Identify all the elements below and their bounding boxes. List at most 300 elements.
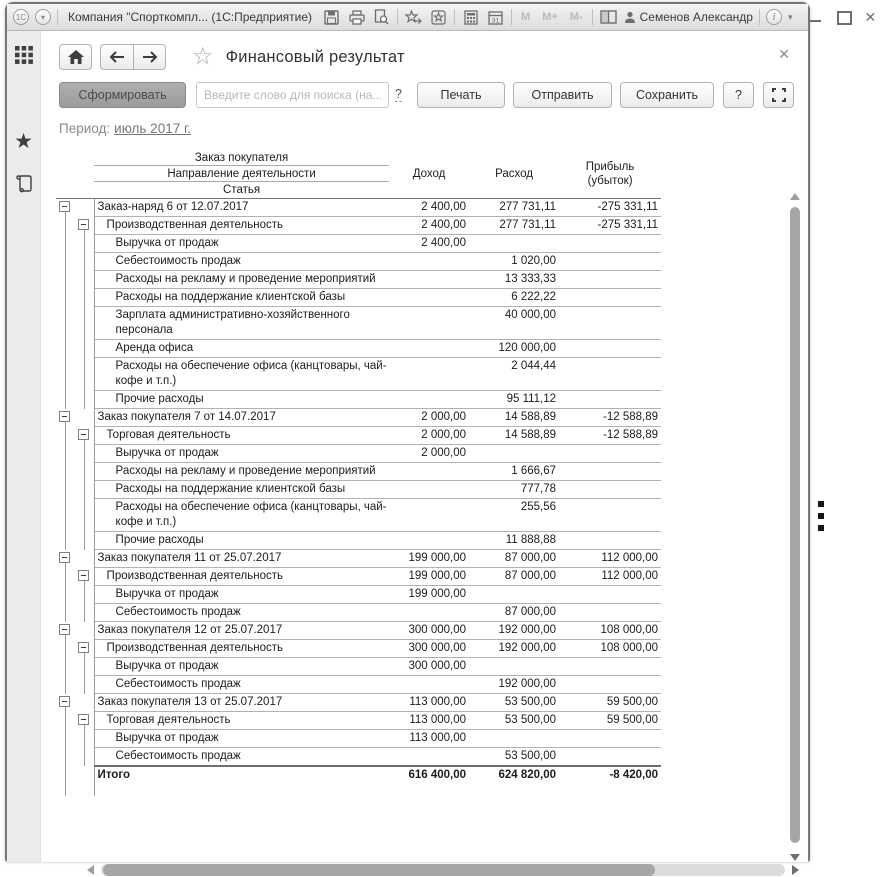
tree-cell <box>74 730 94 748</box>
income-cell[interactable]: 2 400,00 <box>389 217 469 235</box>
income-cell[interactable] <box>389 532 469 550</box>
row-label[interactable]: Заказ покупателя 11 от 25.07.2017 <box>94 550 389 568</box>
income-cell[interactable] <box>389 676 469 694</box>
tree-cell <box>56 568 74 586</box>
income-cell[interactable]: 300 000,00 <box>389 640 469 658</box>
profit-cell[interactable] <box>559 340 661 358</box>
tree-cell <box>74 784 94 796</box>
expense-cell[interactable] <box>469 445 559 463</box>
row-label[interactable]: Выручка от продаж <box>94 445 389 463</box>
tree-cell <box>74 340 94 358</box>
tree-cell <box>74 289 94 307</box>
expense-cell[interactable]: 192 000,00 <box>469 640 559 658</box>
row-label[interactable]: Выручка от продаж <box>94 235 389 253</box>
send-button[interactable]: Отправить <box>513 82 612 108</box>
expense-cell[interactable]: 87 000,00 <box>469 550 559 568</box>
tree-cell <box>74 391 94 409</box>
tree-cell <box>74 445 94 463</box>
stub-cell <box>94 784 661 796</box>
income-cell[interactable]: 2 400,00 <box>389 235 469 253</box>
income-cell[interactable]: 199 000,00 <box>389 586 469 604</box>
tree-cell <box>74 307 94 340</box>
fullscreen-icon <box>772 88 786 102</box>
maximize-button[interactable] <box>836 11 850 23</box>
report-total-row <box>56 766 661 784</box>
income-cell[interactable]: 113 000,00 <box>389 694 469 712</box>
report-row <box>56 340 661 358</box>
memory-m-plus-button[interactable]: M+ <box>542 11 558 23</box>
report-row <box>56 622 661 640</box>
row-label[interactable]: Выручка от продаж <box>94 586 389 604</box>
1c-logo-icon[interactable]: 1С <box>13 9 29 25</box>
tree-expander-collapse[interactable] <box>78 642 89 653</box>
tree-cell <box>56 271 74 289</box>
income-cell[interactable] <box>389 271 469 289</box>
form-header <box>41 31 808 70</box>
row-label[interactable]: Заказ-наряд 6 от 12.07.2017 <box>94 199 389 217</box>
profit-cell[interactable] <box>559 748 661 767</box>
close-window-button[interactable]: ✕ <box>864 9 877 25</box>
row-label[interactable]: Расходы на поддержание клиентской базы <box>94 481 389 499</box>
profit-cell[interactable] <box>559 604 661 622</box>
report-grid <box>56 150 808 796</box>
profit-cell[interactable]: 108 000,00 <box>559 640 661 658</box>
profit-cell[interactable] <box>559 463 661 481</box>
history-icon[interactable] <box>15 174 33 199</box>
row-label[interactable]: Выручка от продаж <box>94 730 389 748</box>
memory-m-button[interactable]: M <box>521 11 531 23</box>
report-row <box>56 550 661 568</box>
tree-expander-collapse[interactable] <box>78 714 89 725</box>
tree-expander-collapse[interactable] <box>59 411 70 422</box>
tree-cell <box>74 568 94 586</box>
expense-cell[interactable]: 95 111,12 <box>469 391 559 409</box>
profit-cell[interactable] <box>559 235 661 253</box>
profit-cell[interactable]: 59 500,00 <box>559 712 661 730</box>
app-window <box>5 2 877 862</box>
row-label[interactable]: Расходы на обеспечение офиса (канцтовары, чай-кофе и т.п.) <box>94 358 389 391</box>
search-help-link[interactable]: ? <box>395 87 402 101</box>
row-label[interactable]: Заказ покупателя 13 от 25.07.2017 <box>94 694 389 712</box>
row-label[interactable]: Торговая деятельность <box>94 712 389 730</box>
row-label[interactable]: Себестоимость продаж <box>94 748 389 767</box>
profit-cell[interactable] <box>559 271 661 289</box>
main-menu-dropdown-icon[interactable]: ▾ <box>35 9 51 25</box>
user-icon <box>624 11 636 24</box>
split-panel-icon[interactable] <box>599 8 618 26</box>
tree-expander-collapse[interactable] <box>78 219 89 230</box>
page-title: Финансовый результат <box>225 47 405 66</box>
row-label[interactable]: Себестоимость продаж <box>94 253 389 271</box>
row-label[interactable]: Расходы на рекламу и проведение мероприятий <box>94 271 389 289</box>
tree-cell <box>74 481 94 499</box>
tree-cell <box>74 586 94 604</box>
report-row <box>56 289 661 307</box>
row-label[interactable]: Итого <box>94 766 389 784</box>
header-expense: Расход <box>469 150 559 199</box>
profit-cell[interactable] <box>559 307 661 340</box>
report-row <box>56 694 661 712</box>
tree-cell <box>56 748 74 767</box>
profit-cell[interactable]: 112 000,00 <box>559 568 661 586</box>
report-row <box>56 640 661 658</box>
tree-cell <box>56 766 74 784</box>
row-label[interactable]: Расходы на рекламу и проведение мероприятий <box>94 463 389 481</box>
income-cell[interactable]: 300 000,00 <box>389 658 469 676</box>
income-cell[interactable] <box>389 391 469 409</box>
profit-cell[interactable]: -12 588,89 <box>559 427 661 445</box>
income-cell[interactable]: 113 000,00 <box>389 730 469 748</box>
row-label[interactable]: Торговая деятельность <box>94 427 389 445</box>
income-cell[interactable]: 300 000,00 <box>389 622 469 640</box>
header-income: Доход <box>389 150 469 199</box>
expense-cell[interactable]: 277 731,11 <box>499 201 557 213</box>
tree-cell <box>56 550 74 568</box>
scroll-down-icon[interactable] <box>790 854 800 861</box>
expense-cell[interactable]: 255,56 <box>469 499 559 532</box>
expense-cell[interactable]: 53 500,00 <box>469 694 559 712</box>
tree-cell <box>56 427 74 445</box>
tree-cell <box>74 694 94 712</box>
report-row <box>56 463 661 481</box>
income-cell[interactable] <box>389 307 469 340</box>
tree-cell <box>56 307 74 340</box>
tree-cell <box>74 604 94 622</box>
tree-cell <box>74 622 94 640</box>
forward-button[interactable] <box>133 44 166 70</box>
profit-cell[interactable]: 59 500,00 <box>559 694 661 712</box>
expense-cell[interactable]: 87 000,00 <box>469 568 559 586</box>
expense-cell[interactable]: 2 044,44 <box>469 358 559 391</box>
tree-expander-collapse[interactable] <box>78 570 89 581</box>
expense-cell[interactable] <box>469 586 559 604</box>
scroll-up-icon[interactable] <box>790 193 800 200</box>
tree-cell <box>74 499 94 532</box>
tree-expander-collapse[interactable] <box>59 552 70 563</box>
tree-cell <box>74 217 94 235</box>
tree-cell <box>74 358 94 391</box>
income-cell[interactable]: 2 000,00 <box>389 427 469 445</box>
profit-cell[interactable] <box>559 391 661 409</box>
expense-cell[interactable]: 40 000,00 <box>469 307 559 340</box>
report-row <box>56 427 661 445</box>
expense-cell[interactable]: 192 000,00 <box>469 676 559 694</box>
expense-cell[interactable]: 87 000,00 <box>469 604 559 622</box>
row-label[interactable]: Выручка от продаж <box>94 658 389 676</box>
row-label[interactable]: Расходы на обеспечение офиса (канцтовары, чай-кофе и т.п.) <box>94 499 389 532</box>
report-row <box>56 391 661 409</box>
row-label[interactable]: Заказ покупателя 12 от 25.07.2017 <box>94 622 389 640</box>
expense-cell[interactable]: 192 000,00 <box>469 622 559 640</box>
profit-cell[interactable]: -275 331,11 <box>559 217 661 235</box>
profit-cell[interactable]: -275 331,11 <box>597 201 659 213</box>
header-item: Статья <box>223 184 261 196</box>
report-row <box>56 445 661 463</box>
report-form <box>41 31 808 862</box>
profit-cell[interactable] <box>559 289 661 307</box>
row-label[interactable]: Производственная деятельность <box>94 568 389 586</box>
search-input[interactable] <box>196 82 389 108</box>
info-icon[interactable]: i <box>766 9 782 25</box>
tree-cell <box>74 550 94 568</box>
expense-cell[interactable]: 11 888,88 <box>469 532 559 550</box>
tree-cell <box>74 640 94 658</box>
tree-expander-collapse[interactable] <box>59 201 70 212</box>
add-favorite-icon[interactable] <box>429 8 448 26</box>
row-label[interactable]: Заказ покупателя 7 от 14.07.2017 <box>94 409 389 427</box>
tree-expander-collapse[interactable] <box>59 696 70 707</box>
period-label: Период: <box>59 121 111 136</box>
report-row <box>56 568 661 586</box>
income-cell[interactable] <box>389 463 469 481</box>
user-name: Семенов Александр <box>639 10 753 24</box>
expense-cell[interactable]: 1 666,67 <box>469 463 559 481</box>
help-button[interactable]: ? <box>723 82 754 108</box>
report-row <box>56 658 661 676</box>
history-nav <box>100 44 166 70</box>
report-header-row <box>56 150 661 199</box>
sections-menu-icon[interactable] <box>14 45 34 70</box>
tree-cell <box>56 409 74 427</box>
profit-cell[interactable] <box>559 676 661 694</box>
save-button[interactable]: Сохранить <box>620 82 714 108</box>
row-label[interactable]: Зарплата административно-хозяйственного персонала <box>94 307 389 340</box>
tree-header-cell <box>56 150 74 199</box>
vertical-scrollbar-thumb[interactable] <box>790 207 800 843</box>
income-cell[interactable]: 2 000,00 <box>389 409 469 427</box>
profit-cell[interactable] <box>559 253 661 271</box>
income-cell[interactable]: 113 000,00 <box>389 712 469 730</box>
goto-favorites-icon[interactable] <box>404 8 423 26</box>
os-titlebar <box>7 4 877 31</box>
tree-expander-collapse[interactable] <box>78 429 89 440</box>
generate-button[interactable]: Сформировать <box>59 82 186 108</box>
tree-cell <box>56 289 74 307</box>
report-row <box>56 712 661 730</box>
report-row <box>56 676 661 694</box>
profit-cell[interactable] <box>559 445 661 463</box>
profit-cell[interactable]: -12 588,89 <box>559 409 661 427</box>
expense-cell[interactable]: 13 333,33 <box>469 271 559 289</box>
tree-cell <box>74 532 94 550</box>
divider <box>397 9 398 25</box>
tree-cell <box>56 445 74 463</box>
report-row <box>56 748 661 767</box>
report-row <box>56 199 661 217</box>
horizontal-scrollbar[interactable] <box>87 863 799 877</box>
print-icon[interactable] <box>347 8 366 26</box>
tree-cell <box>56 235 74 253</box>
back-arrow-icon <box>109 51 125 63</box>
report-row <box>56 532 661 550</box>
divider <box>592 9 593 25</box>
expense-cell[interactable] <box>469 658 559 676</box>
income-cell[interactable] <box>389 748 469 767</box>
calendar-icon[interactable] <box>486 8 505 26</box>
window-controls <box>808 11 880 23</box>
income-cell[interactable]: 199 000,00 <box>389 568 469 586</box>
divider <box>511 9 512 25</box>
home-button[interactable] <box>59 44 92 70</box>
tree-cell <box>74 712 94 730</box>
print-preview-icon[interactable] <box>372 8 391 26</box>
profit-cell[interactable] <box>559 658 661 676</box>
expense-cell[interactable]: 53 500,00 <box>469 712 559 730</box>
income-cell[interactable] <box>389 481 469 499</box>
current-user[interactable] <box>624 10 753 24</box>
tree-cell <box>56 640 74 658</box>
vertical-scrollbar[interactable] <box>789 191 801 863</box>
row-label[interactable]: Производственная деятельность <box>94 217 389 235</box>
tree-cell <box>56 586 74 604</box>
calculator-icon[interactable] <box>461 8 480 26</box>
tree-cell <box>56 199 74 217</box>
expense-cell[interactable]: 624 820,00 <box>469 766 559 784</box>
tree-cell <box>56 391 74 409</box>
save-icon[interactable] <box>322 8 341 26</box>
minimize-button[interactable] <box>808 11 822 23</box>
expense-cell[interactable]: 14 588,89 <box>469 409 559 427</box>
row-label[interactable]: Аренда офиса <box>94 340 389 358</box>
report-row <box>56 409 661 427</box>
tree-cell <box>56 658 74 676</box>
tree-cell <box>56 481 74 499</box>
favorites-icon[interactable]: ★ <box>14 130 33 153</box>
add-to-favorites-star-icon[interactable]: ☆ <box>192 43 214 70</box>
tree-cell <box>74 409 94 427</box>
tree-cell <box>56 217 74 235</box>
horizontal-scrollbar-track[interactable] <box>101 864 785 876</box>
tree-cell <box>74 748 94 767</box>
profit-cell[interactable] <box>559 586 661 604</box>
income-cell[interactable]: 199 000,00 <box>389 550 469 568</box>
row-label[interactable]: Прочие расходы <box>94 532 389 550</box>
tree-cell <box>74 463 94 481</box>
tree-cell <box>56 532 74 550</box>
report-row <box>56 358 661 391</box>
report-row <box>56 499 661 532</box>
profit-cell[interactable] <box>559 532 661 550</box>
profit-cell[interactable]: 108 000,00 <box>559 622 661 640</box>
tree-expander-collapse[interactable] <box>59 624 70 635</box>
report-body <box>56 199 661 797</box>
forward-arrow-icon <box>142 51 158 63</box>
tree-cell <box>74 766 94 784</box>
tree-cell <box>56 730 74 748</box>
report-row <box>56 217 661 235</box>
income-cell[interactable] <box>389 289 469 307</box>
profit-cell[interactable]: 112 000,00 <box>559 550 661 568</box>
expense-cell[interactable] <box>469 235 559 253</box>
expense-cell[interactable]: 120 000,00 <box>469 340 559 358</box>
expense-cell[interactable]: 277 731,11 <box>469 217 559 235</box>
report-row <box>56 586 661 604</box>
tree-cell <box>74 271 94 289</box>
close-report-button[interactable]: ✕ <box>778 46 790 62</box>
income-cell[interactable]: 2 000,00 <box>389 445 469 463</box>
expense-cell[interactable] <box>469 730 559 748</box>
profit-cell[interactable] <box>559 730 661 748</box>
tree-header-cell <box>74 150 94 199</box>
tree-cell <box>56 604 74 622</box>
tree-cell <box>56 676 74 694</box>
profit-cell[interactable] <box>559 358 661 391</box>
tree-cell <box>74 253 94 271</box>
tree-cell <box>56 694 74 712</box>
tree-cell <box>56 712 74 730</box>
expense-cell[interactable]: 14 588,89 <box>469 427 559 445</box>
income-cell[interactable]: 616 400,00 <box>389 766 469 784</box>
grouping-header <box>94 150 389 199</box>
tree-cell <box>74 199 94 217</box>
expense-cell[interactable]: 53 500,00 <box>469 748 559 767</box>
report-row <box>56 481 661 499</box>
memory-m-minus-button[interactable]: M- <box>569 11 583 23</box>
print-button[interactable]: Печать <box>417 82 505 108</box>
row-label[interactable]: Себестоимость продаж <box>94 676 389 694</box>
income-cell[interactable] <box>389 253 469 271</box>
row-label[interactable]: Расходы на поддержание клиентской базы <box>94 289 389 307</box>
row-label[interactable]: Прочие расходы <box>94 391 389 409</box>
header-customer-order: Заказ покупателя <box>94 150 389 166</box>
income-cell[interactable] <box>389 499 469 532</box>
scroll-left-icon[interactable] <box>87 865 94 875</box>
expense-cell[interactable]: 6 222,22 <box>469 289 559 307</box>
back-button[interactable] <box>100 44 133 70</box>
divider <box>57 9 58 25</box>
panel-grip[interactable] <box>818 501 824 531</box>
period-value-link[interactable]: июль 2017 г. <box>114 121 191 136</box>
tree-cell <box>74 235 94 253</box>
tree-cell <box>74 676 94 694</box>
tool-panel <box>7 31 41 862</box>
report-row <box>56 235 661 253</box>
income-cell[interactable]: 2 400,00 <box>421 201 467 213</box>
divider <box>454 9 455 25</box>
expense-cell[interactable]: 1 020,00 <box>469 253 559 271</box>
period-row <box>41 108 808 136</box>
profit-cell[interactable]: -8 420,00 <box>559 766 661 784</box>
tree-cell <box>56 253 74 271</box>
scroll-right-icon[interactable] <box>792 865 799 875</box>
income-cell[interactable] <box>389 340 469 358</box>
expense-cell[interactable]: 777,78 <box>469 481 559 499</box>
income-cell[interactable] <box>389 358 469 391</box>
income-cell[interactable] <box>389 604 469 622</box>
tree-cell <box>56 622 74 640</box>
profit-cell[interactable] <box>559 499 661 532</box>
report-row <box>56 253 661 271</box>
report-row <box>56 271 661 289</box>
home-icon <box>68 50 84 64</box>
row-label[interactable]: Себестоимость продаж <box>94 604 389 622</box>
profit-cell[interactable] <box>559 481 661 499</box>
tree-cell <box>56 463 74 481</box>
fullscreen-button[interactable] <box>763 82 794 108</box>
report-row <box>56 307 661 340</box>
svg-text:31: 31 <box>491 17 500 24</box>
row-label[interactable]: Производственная деятельность <box>94 640 389 658</box>
tree-cell <box>56 784 74 796</box>
tree-cell <box>74 658 94 676</box>
tree-cell <box>56 340 74 358</box>
report-row <box>56 604 661 622</box>
window-title: Компания "Спорткомпл... (1С:Предприятие) <box>68 10 313 24</box>
info-dropdown-icon[interactable]: ▾ <box>787 11 793 22</box>
horizontal-scrollbar-thumb[interactable] <box>103 864 655 876</box>
header-profit: Прибыль (убыток) <box>559 150 661 199</box>
divider <box>759 9 760 25</box>
